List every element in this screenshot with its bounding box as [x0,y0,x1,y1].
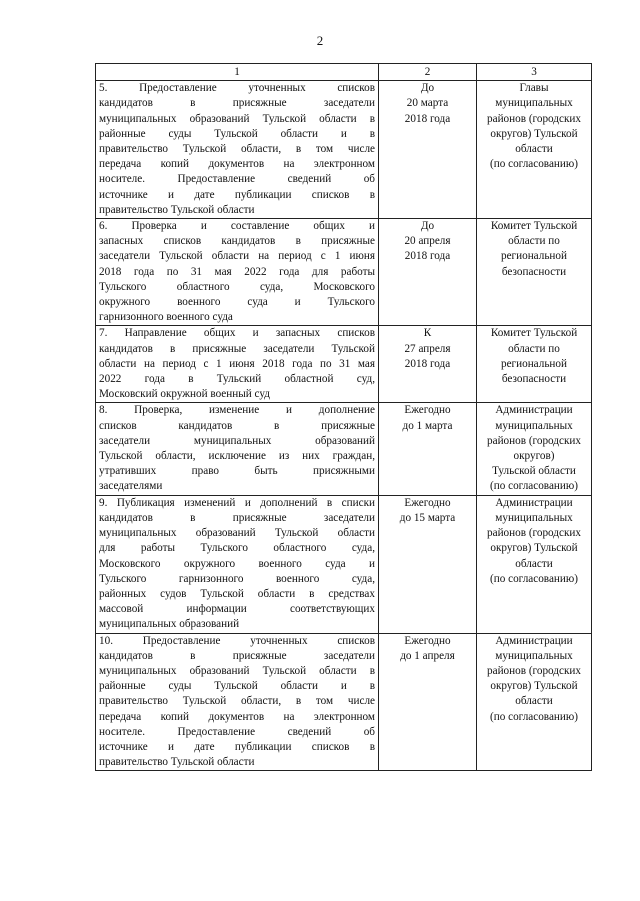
measure-description-line: кандидатов в присяжные заседатели [99,97,375,110]
measure-responsible-line: муниципальных [495,97,573,110]
measure-description-line: 5. Предоставление уточненных списков [99,82,375,95]
measure-description-line: заседатели Тульской области на период с 1 июня [99,250,375,263]
measure-description [96,495,379,633]
measure-responsible-line: области по [508,342,560,355]
measure-responsible-line: (по согласованию) [490,158,578,171]
measure-responsible-line: области по [508,235,560,248]
measure-responsible-line: Комитет Тульской [490,220,578,233]
measure-responsible [477,403,592,495]
measure-description-line: правительство Тульской области, в том числе [99,695,375,708]
measure-responsible-line: безопасности [501,265,567,278]
measure-responsible [477,326,592,403]
measure-responsible-line: округов) Тульской [490,127,578,140]
measure-description-line: 9. Публикация изменений и дополнений в списки [99,496,375,509]
measure-description-line: для работы Тульского областного суда, [99,542,375,555]
measure-deadline-line: 20 апреля [404,235,451,248]
measure-responsible-line: районов (городских [487,664,581,677]
measure-description-line: 7. Направление общих и запасных списков [99,327,375,340]
measure-responsible-line: округов) Тульской [490,542,578,555]
measure-deadline-line: до 1 марта [402,419,453,432]
measure-description-line: 6. Проверка и составление общих и [99,220,375,233]
measure-description [96,403,379,495]
measure-description [96,633,379,771]
measure-responsible-line: региональной [500,357,568,370]
measure-deadline-line: до 1 апреля [400,649,455,662]
measure-description-line: районные суды Тульской области и в [99,127,375,140]
measure-description-line: гарнизонного военного суда [99,311,233,324]
column-header-2: 2 [379,64,477,81]
measure-responsible-line: муниципальных [495,419,573,432]
measure-deadline-line: До [420,220,435,233]
table-header-row [96,64,592,81]
measure-description-line: Тульского областного суда, Московского [99,280,375,293]
measure-responsible-line: области [515,143,553,156]
measure-responsible-line: муниципальных [495,649,573,662]
table-row [96,326,592,403]
measure-description-line: заседатели муниципальных образований [99,434,375,447]
measure-description-line: 2018 года по 31 мая 2022 года для работы [99,265,375,278]
measure-description-line: районные суды Тульской области и в [99,680,375,693]
measure-responsible [477,219,592,326]
table-row [96,81,592,219]
measure-responsible-line: округов) Тульской [490,680,578,693]
table-row [96,495,592,633]
measure-responsible-line: безопасности [501,373,567,386]
measure-description [96,81,379,219]
measure-responsible-line: муниципальных [495,511,573,524]
measure-description-line: Московского окружного военного суда и [99,557,375,570]
measure-description-line: районных судов Тульской области в средствах [99,587,375,600]
measure-deadline-line: Ежегодно [404,496,451,509]
measure-deadline-line: до 15 марта [399,511,456,524]
measure-responsible-line: региональной [500,250,568,263]
measure-responsible-line: Комитет Тульской [490,327,578,340]
measure-description-line: носителе. Предоставление сведений об [99,173,375,186]
measure-description [96,219,379,326]
measure-deadline-line: Ежегодно [404,404,451,417]
column-header-3: 3 [477,64,592,81]
measure-responsible-line: Администрации [495,634,573,647]
measure-responsible-line: районов (городских [487,434,581,447]
measure-responsible-line: Администрации [495,404,573,417]
measure-description-line: 10. Предоставление уточненных списков [99,634,375,647]
measure-deadline-line: 2018 года [404,357,451,370]
measure-description-line: окружного военного суда и Тульского [99,296,375,309]
measure-deadline-line: 2018 года [404,112,451,125]
measure-description-line: передача копий документов на электронном [99,158,375,171]
measure-responsible-line: (по согласованию) [490,480,578,493]
measure-deadline [379,219,477,326]
measure-responsible-line: Главы [519,82,549,95]
measure-deadline [379,326,477,403]
measure-description-line: источнике и дате публикации списков в [99,740,375,753]
column-header-1: 1 [96,64,379,81]
measure-description-line: Тульской области, исключение из них граждан, [99,450,375,463]
measure-description-line: муниципальных образований Тульской области в [99,112,375,125]
measure-description-line: заседателями [99,480,163,493]
measure-description-line: кандидатов в присяжные заседатели [99,649,375,662]
measure-deadline [379,495,477,633]
measure-description-line: Московский окружной военный суд [99,388,270,401]
measure-description-line: массовой информации соответствующих [99,603,375,616]
table-row [96,633,592,771]
measure-responsible-line: (по согласованию) [490,710,578,723]
measure-responsible-line: (по согласованию) [490,572,578,585]
measure-responsible [477,495,592,633]
measure-responsible-line: Тульской области [492,465,576,478]
measure-deadline [379,403,477,495]
measure-description-line: запасных списков кандидатов в присяжные [99,235,375,248]
measure-deadline [379,633,477,771]
measures-table [95,63,592,771]
measure-description-line: муниципальных образований Тульской области в [99,664,375,677]
measure-responsible-line: Администрации [495,496,573,509]
measure-description-line: 8. Проверка, изменение и дополнение [99,404,375,417]
measure-description-line: источнике и дате публикации списков в [99,188,375,201]
measure-responsible [477,81,592,219]
measure-description-line: носителе. Предоставление сведений об [99,725,375,738]
measure-description-line: правительство Тульской области, в том числе [99,143,375,156]
measure-description-line: утративших право быть присяжными [99,465,375,478]
measure-description-line: муниципальных образований Тульской области [99,527,375,540]
measure-description-line: списков кандидатов в присяжные [99,419,375,432]
measure-responsible-line: области [515,695,553,708]
table-row [96,219,592,326]
measure-description [96,326,379,403]
measure-description-line: 2022 года в Тульский областной суд, [99,373,375,386]
measure-description-line: кандидатов в присяжные заседатели [99,511,375,524]
measure-deadline-line: К [423,327,432,340]
measure-responsible [477,633,592,771]
measure-description-line: передача копий документов на электронном [99,710,375,723]
measure-deadline-line: Ежегодно [404,634,451,647]
table-row [96,403,592,495]
measure-deadline-line: До [420,82,435,95]
measure-responsible-line: округов) [513,450,555,463]
measure-description-line: муниципальных образований [99,618,240,631]
page-number: 2 [316,33,324,48]
measure-deadline [379,81,477,219]
measure-description-line: кандидатов в присяжные заседатели Тульской [99,342,375,355]
measure-description-line: правительство Тульской области [99,756,255,769]
measure-deadline-line: 20 марта [406,97,449,110]
measure-responsible-line: районов (городских [487,527,581,540]
measure-responsible-line: области [515,557,553,570]
measure-deadline-line: 27 апреля [404,342,451,355]
measure-responsible-line: районов (городских [487,112,581,125]
measure-description-line: области на период с 1 июня 2018 года по 31 мая [99,357,375,370]
measure-description-line: правительство Тульской области [99,203,255,216]
measure-deadline-line: 2018 года [404,250,451,263]
measure-description-line: Тульского гарнизонного военного суда, [99,572,375,585]
